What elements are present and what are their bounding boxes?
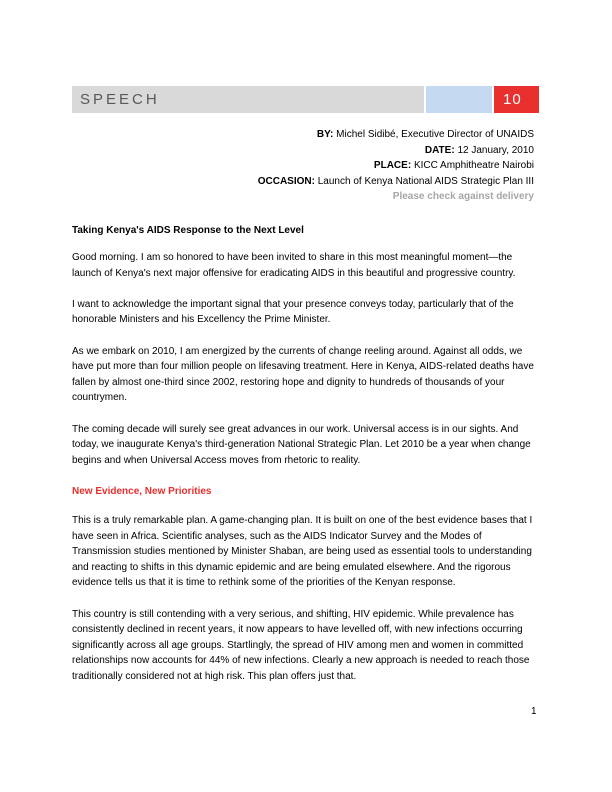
paragraph: Good morning. I am so honored to have been invited to share in this most meaningful moment—the launch of Kenya's next major offensive for eradicating AIDS in this beautiful and progressive country.	[72, 252, 516, 279]
body-section-1	[72, 250, 538, 468]
paragraph: As we embark on 2010, I am energized by the currents of change reeling around. Against all odds, we have put more than four million people on lifesaving treatment. Here in Kenya, AIDS-related deaths have fallen by almost one-third since 2002, restoring hope and dignity to hundreds of thousands of your countrymen.	[72, 345, 534, 404]
page-number: 1	[531, 706, 537, 717]
meta-place: PLACE: KICC Amphitheatre Nairobi	[373, 160, 534, 172]
meta-date: DATE: 12 January, 2010	[424, 144, 534, 156]
meta-occasion: OCCASION: Launch of Kenya National AIDS Strategic Plan III	[257, 175, 534, 187]
paragraph: This country is still contending with a very serious, and shifting, HIV epidemic. While prevalence has consistently declined in recent years, it now appears to have levelled off, with new infections occurring significantly across all age groups. Startlingly, the spread of HIV among men and women in committed relationships now accounts for 44% of new infections. Clearly a new approach is needed to reach those traditionally considered not at high risk. This plan offers just that.	[72, 608, 530, 682]
speech-metadata	[258, 127, 534, 205]
delivery-note: Please check against delivery	[392, 191, 534, 203]
paragraph: This is a truly remarkable plan. A game-changing plan. It is built on one of the best evidence bases that I have seen in Africa. Scientific analyses, such as the AIDS Indicator Survey and the Modes of Transmission studies mentioned by Minister Shaban, are being used as essential tools to understanding and reacting to shifts in this dynamic epidemic and are being emulated elsewhere. And the rigorous evidence tells us that it is time to rethink some of the priorities of the Kenyan response.	[72, 515, 533, 589]
header-accent-block	[426, 86, 492, 113]
speech-number: 10	[494, 86, 539, 113]
meta-by: BY: Michel Sidibé, Executive Director of UNAIDS	[316, 129, 534, 140]
section-subheading: New Evidence, New Priorities	[72, 486, 212, 497]
speech-title: Taking Kenya's AIDS Response to the Next Level	[72, 225, 304, 236]
speech-header	[72, 86, 539, 113]
section-label: SPEECH	[72, 86, 424, 113]
body-section-2	[72, 513, 538, 685]
paragraph: I want to acknowledge the important signal that your presence conveys today, particularly that of the honorable Ministers and his Excellency the Prime Minister.	[72, 298, 514, 326]
paragraph: The coming decade will surely see great advances in our work. Universal access is in our sights. And today, we inaugurate Kenya's third-generation National Strategic Plan. Let 2010 be a year when change begins and when Universal Access moves from rhetoric to reality.	[72, 423, 531, 466]
